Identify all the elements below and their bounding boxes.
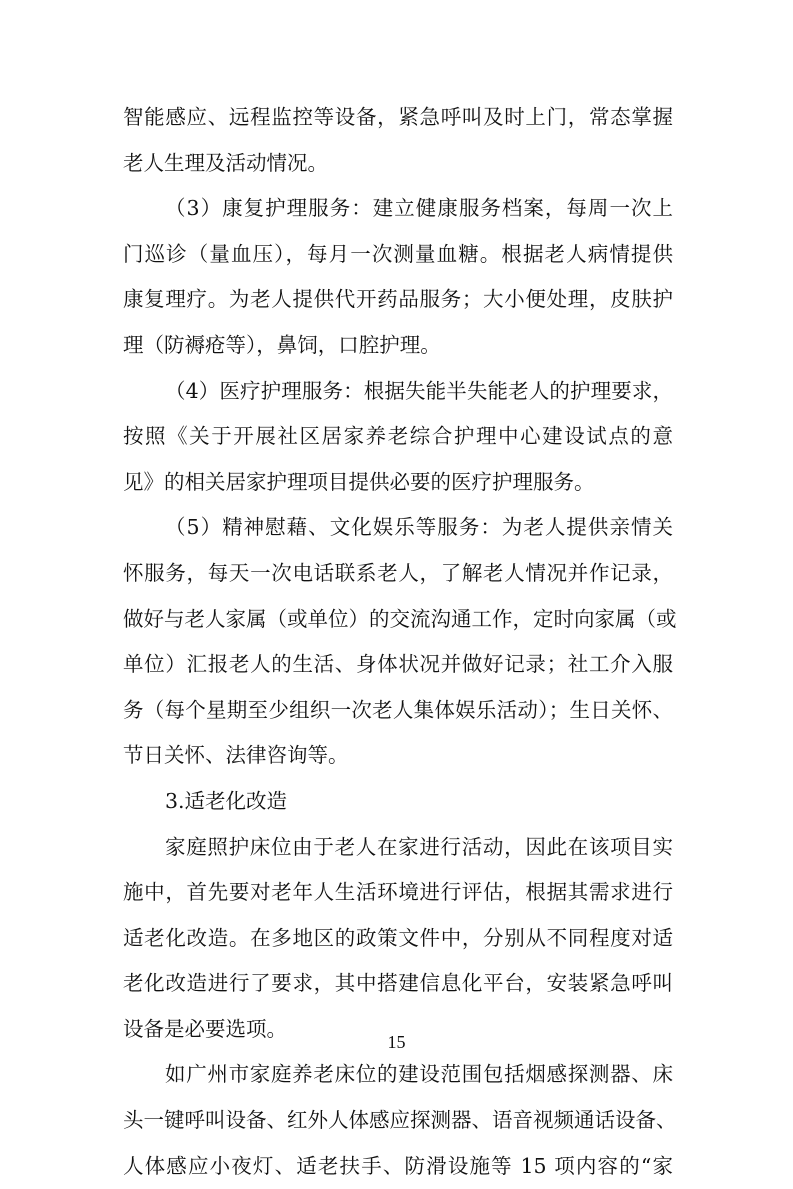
text-line: 人体感应小夜灯、适老扶手、防滑设施等 15 项内容的“家: [123, 1153, 673, 1178]
text-line: 理（防褥疮等），鼻饲，口腔护理。: [123, 332, 441, 357]
page-number: 15: [387, 1032, 406, 1052]
list-item-rehab-care: （3）康复护理服务：建立健康服务档案，每周一次上: [165, 196, 673, 221]
section-heading-aging-renovation: 3.适老化改造: [165, 788, 288, 813]
text-line: 按照《关于开展社区居家养老综合护理中心建设试点的意: [123, 424, 673, 449]
text-line: 门巡诊（量血压），每月一次测量血糖。根据老人病情提供: [123, 241, 673, 266]
list-item-spiritual-care: （5）精神慰藉、文化娱乐等服务：为老人提供亲情关: [165, 515, 673, 540]
text-line: 施中，首先要对老年人生活环境进行评估，根据其需求进行: [123, 880, 673, 905]
body-text: [123, 95, 677, 1189]
text-line: 见》的相关居家护理项目提供必要的医疗护理服务。: [123, 469, 595, 494]
text-line: 设备是必要选项。: [123, 1016, 287, 1041]
text-line: 务（每个星期至少组织一次老人集体娱乐活动）；生日关怀、: [123, 697, 673, 722]
text-line: 康复理疗。为老人提供代开药品服务；大小便处理，皮肤护: [123, 287, 673, 312]
text-line: 老化改造进行了要求，其中搭建信息化平台，安装紧急呼叫: [123, 971, 673, 996]
text-line: 头一键呼叫设备、红外人体感应探测器、语音视频通话设备、: [123, 1108, 677, 1133]
list-item-medical-care: （4）医疗护理服务：根据失能半失能老人的护理要求，: [165, 378, 673, 403]
text-line: 做好与老人家属（或单位）的交流沟通工作，定时向家属（或: [123, 606, 677, 631]
paragraph-start: 家庭照护床位由于老人在家进行活动，因此在该项目实: [165, 834, 673, 859]
paragraph-start: 如广州市家庭养老床位的建设范围包括烟感探测器、床: [165, 1062, 673, 1087]
text-line: 智能感应、远程监控等设备，紧急呼叫及时上门，常态掌握: [123, 105, 673, 129]
text-line: 怀服务，每天一次电话联系老人，了解老人情况并作记录，: [123, 560, 673, 585]
text-line: 节日关怀、法律咨询等。: [123, 743, 349, 768]
text-line: 单位）汇报老人的生活、身体状况并做好记录；社工介入服: [123, 652, 673, 677]
text-line: 老人生理及活动情况。: [123, 150, 328, 175]
text-line: 适老化改造。在多地区的政策文件中，分别从不同程度对适: [123, 925, 673, 950]
